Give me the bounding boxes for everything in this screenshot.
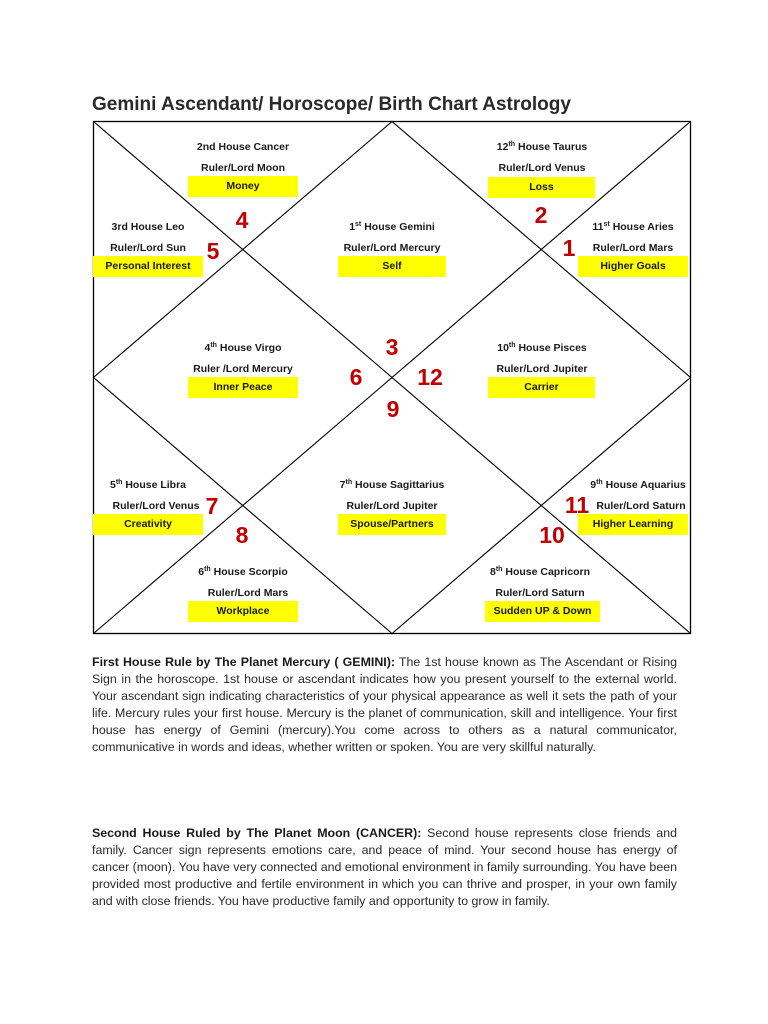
sign-number-3: 3 (385, 334, 399, 360)
house-10-ruler: Ruler/Lord Jupiter (496, 363, 588, 375)
house-5-ruler: Ruler/Lord Venus (112, 500, 200, 512)
first-house-heading: First House Rule by The Planet Mercury ( GEMINI): (92, 655, 395, 669)
house-1-badge: Self (338, 256, 446, 277)
house-6-badge: Workplace (188, 601, 298, 622)
house-12-title: 12th House Taurus (496, 141, 588, 153)
house-4-badge: Inner Peace (188, 377, 298, 398)
house-11-title: 11st House Aries (592, 221, 674, 233)
house-3-ruler: Ruler/Lord Sun (110, 242, 186, 254)
page-title: Gemini Ascendant/ Horoscope/ Birth Chart Astrology (92, 94, 571, 115)
house-6-title: 6th House Scorpio (198, 566, 288, 578)
house-7-badge: Spouse/Partners (338, 514, 446, 535)
sign-number-11: 11 (564, 492, 590, 518)
house-3-title: 3rd House Leo (111, 221, 185, 233)
house-5-title: 5th House Libra (109, 479, 187, 491)
house-2-ruler: Ruler/Lord Moon (201, 162, 285, 174)
sign-number-8: 8 (235, 522, 249, 548)
house-10-badge: Carrier (488, 377, 595, 398)
house-9-badge: Higher Learning (578, 514, 688, 535)
house-6-ruler: Ruler/Lord Mars (207, 587, 289, 599)
sign-number-4: 4 (235, 207, 249, 233)
house-7-title: 7th House Sagittarius (339, 479, 445, 491)
house-7-ruler: Ruler/Lord Jupiter (346, 500, 438, 512)
house-3-badge: Personal Interest (93, 256, 203, 277)
house-8-badge: Sudden UP & Down (485, 601, 600, 622)
house-1-title: 1st House Gemini (349, 221, 435, 233)
house-4-title: 4th House Virgo (204, 342, 282, 354)
house-8-title: 8th House Capricorn (490, 566, 590, 578)
sign-number-6: 6 (349, 364, 363, 390)
house-5-badge: Creativity (93, 514, 203, 535)
house-12-ruler: Ruler/Lord Venus (498, 162, 586, 174)
first-house-body: The 1st house known as The Ascendant or Rising Sign in the horoscope. 1st house or ascendant indicates how you present yourself to the external world. Your ascendant sign indicating characteristics of your physical appearance as well it sets the path of your life. Mercury rules your first house. Mercury is the planet of communication, skill and intelligence. Your first house has energy of Gemini (mercury).You come across to others as a natural communicator, communicative in words and ideas, whether written or spoken. You are very skillful naturally. (92, 655, 677, 754)
house-4-ruler: Ruler /Lord Mercury (193, 363, 293, 375)
house-9-ruler: Ruler/Lord Saturn (596, 500, 686, 512)
sign-number-2: 2 (534, 202, 548, 228)
house-8-ruler: Ruler/Lord Saturn (495, 587, 585, 599)
house-1-ruler: Ruler/Lord Mercury (343, 242, 441, 254)
sign-number-7: 7 (205, 493, 219, 519)
second-house-heading: Second House Ruled by The Planet Moon (CANCER): (92, 826, 422, 840)
second-house-paragraph (92, 825, 677, 910)
sign-number-10: 10 (539, 522, 565, 548)
first-house-paragraph (92, 654, 677, 755)
house-2-title: 2nd House Cancer (196, 141, 290, 153)
house-10-title: 10th House Pisces (497, 342, 587, 354)
house-2-badge: Money (188, 176, 298, 197)
sign-number-9: 9 (386, 396, 400, 422)
sign-number-12: 12 (417, 364, 443, 390)
sign-number-1: 1 (562, 235, 576, 261)
house-9-title: 9th House Aquarius (590, 479, 686, 491)
sign-number-5: 5 (206, 238, 220, 264)
house-11-ruler: Ruler/Lord Mars (592, 242, 674, 254)
house-12-badge: Loss (488, 177, 595, 198)
house-11-badge: Higher Goals (578, 256, 688, 277)
second-house-body: Second house represents close friends and family. Cancer sign represents emotions care, and peace of mind. Your second house has energy of cancer (moon). You have very connected and emotional environment in family surrounding. You have been provided most productive and fertile environment in which you can thrive and prosper, in your own family and with close friends. You have productive family and opportunity to grow in family. (92, 826, 677, 908)
